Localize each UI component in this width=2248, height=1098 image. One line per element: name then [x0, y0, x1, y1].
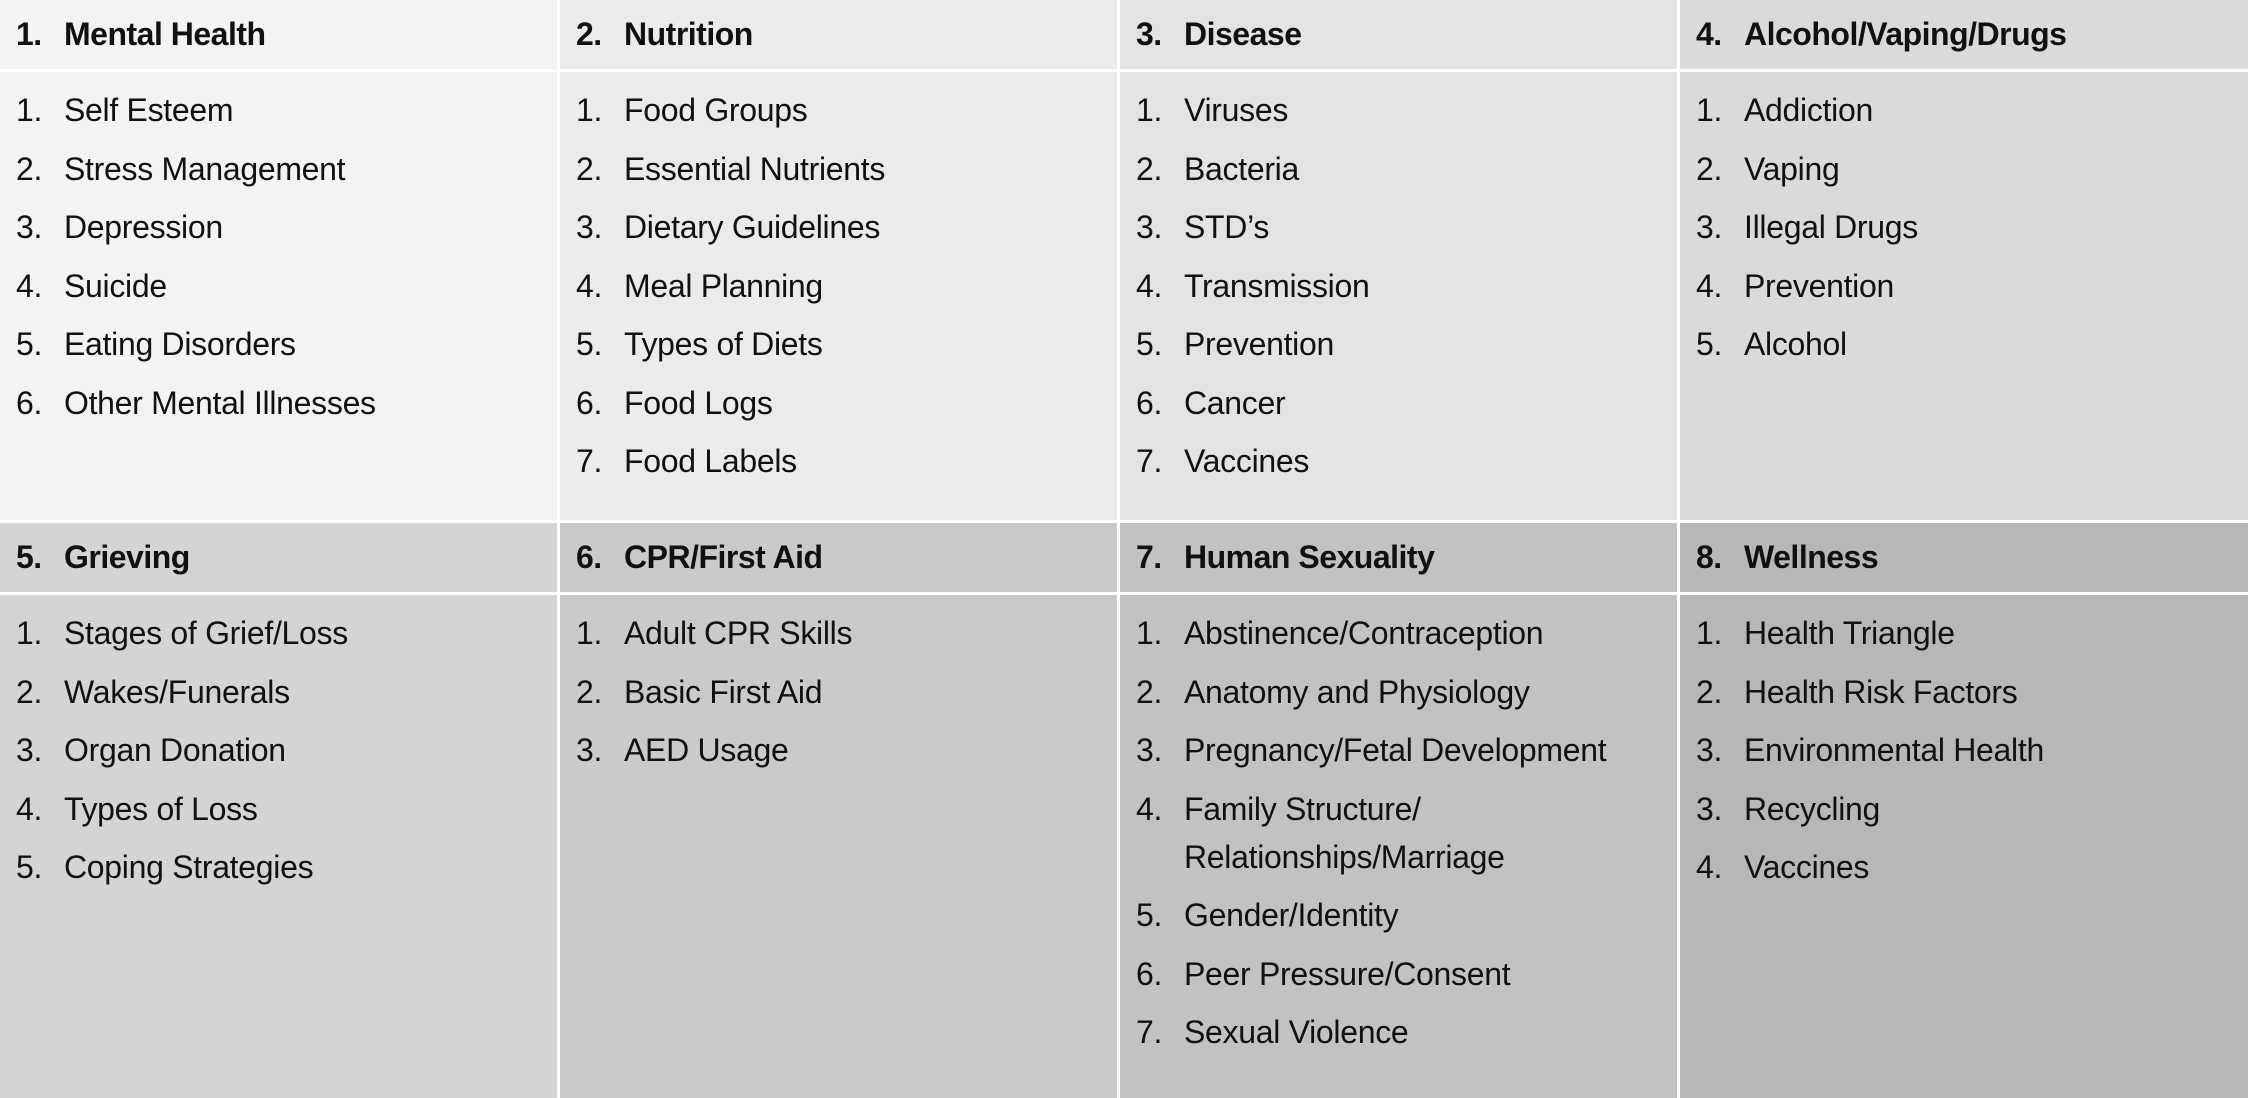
item-text: Food Labels — [624, 443, 797, 479]
list-item — [560, 86, 1117, 134]
list-item — [0, 145, 557, 193]
card-wellness — [1680, 523, 2248, 1098]
card-number: 2. — [576, 16, 602, 52]
item-text: Prevention — [1744, 267, 1894, 304]
list-item — [1120, 320, 1677, 368]
item-text: Self Esteem — [64, 92, 234, 128]
list-item — [560, 145, 1117, 193]
item-number: 2. — [1136, 150, 1163, 187]
card-header — [1120, 523, 1677, 595]
item-number: 3. — [1696, 790, 1723, 827]
item-number: 1. — [16, 92, 43, 128]
topic-list — [1120, 595, 1677, 1056]
item-text: Vaping — [1744, 150, 1840, 187]
item-text: Eating Disorders — [64, 326, 296, 362]
item-text: Suicide — [64, 267, 167, 304]
item-text: Other Mental Illnesses — [64, 384, 376, 421]
list-item — [1680, 785, 2248, 833]
item-text: Alcohol — [1744, 326, 1847, 362]
card-number: 4. — [1696, 16, 1722, 52]
item-number: 6. — [1136, 955, 1163, 992]
item-number: 5. — [16, 849, 43, 885]
card-header — [560, 523, 1117, 595]
list-item — [560, 262, 1117, 310]
list-item — [1680, 203, 2248, 251]
item-number: 4. — [576, 267, 603, 304]
item-text: Food Groups — [624, 92, 808, 128]
card-title: Grieving — [64, 539, 190, 575]
card-mental-health — [0, 0, 560, 523]
list-item — [1120, 891, 1677, 939]
item-text: Coping Strategies — [64, 849, 314, 885]
card-number: 8. — [1696, 539, 1722, 575]
list-item — [1120, 785, 1677, 881]
item-text: Illegal Drugs — [1744, 209, 1918, 245]
card-header — [1680, 523, 2248, 595]
item-number: 7. — [1136, 443, 1163, 479]
item-text: Anatomy and Physiology — [1184, 673, 1530, 710]
card-disease — [1120, 0, 1680, 523]
item-text: Abstinence/Contraception — [1184, 615, 1544, 651]
item-text: Health Risk Factors — [1744, 673, 2018, 710]
list-item — [0, 668, 557, 716]
item-number: 5. — [576, 326, 603, 362]
item-text: Recycling — [1744, 790, 1881, 827]
item-number: 4. — [16, 790, 43, 827]
list-item — [560, 437, 1117, 485]
list-item — [1120, 609, 1677, 657]
item-number: 5. — [1136, 897, 1163, 933]
item-text: Bacteria — [1184, 150, 1299, 187]
card-header — [560, 0, 1117, 72]
card-number: 1. — [16, 16, 42, 52]
list-item — [560, 726, 1117, 774]
item-number: 3. — [1696, 732, 1723, 768]
item-number: 1. — [1696, 92, 1723, 128]
list-item — [1120, 203, 1677, 251]
item-number: 1. — [576, 92, 603, 128]
item-number: 2. — [576, 150, 603, 187]
list-item — [0, 379, 557, 427]
card-title: Alcohol/Vaping/Drugs — [1744, 16, 2067, 52]
item-number: 4. — [1136, 790, 1163, 827]
item-text: Wakes/Funerals — [64, 673, 290, 710]
list-item — [560, 668, 1117, 716]
item-text: Gender/Identity — [1184, 897, 1399, 933]
item-number: 1. — [16, 615, 43, 651]
item-number: 3. — [1696, 209, 1723, 245]
list-item — [0, 86, 557, 134]
list-item — [0, 262, 557, 310]
list-item — [1120, 379, 1677, 427]
item-number: 2. — [1696, 150, 1723, 187]
list-item — [0, 726, 557, 774]
list-item — [1680, 609, 2248, 657]
item-number: 1. — [1136, 615, 1163, 651]
card-alcohol-vaping-drugs — [1680, 0, 2248, 523]
item-text: Organ Donation — [64, 732, 286, 768]
card-title: Disease — [1184, 16, 1302, 52]
item-number: 4. — [16, 267, 43, 304]
item-text: Vaccines — [1184, 443, 1310, 479]
item-text: Health Triangle — [1744, 615, 1955, 651]
item-text: AED Usage — [624, 732, 789, 768]
card-number: 5. — [16, 539, 42, 575]
item-number: 5. — [1136, 326, 1163, 362]
item-text: Stages of Grief/Loss — [64, 615, 348, 651]
list-item — [1680, 726, 2248, 774]
topic-list — [560, 595, 1117, 774]
list-item — [1120, 437, 1677, 485]
card-title: Mental Health — [64, 16, 266, 52]
card-title: CPR/First Aid — [624, 539, 823, 575]
item-text: Viruses — [1184, 92, 1289, 128]
item-number: 1. — [1696, 615, 1723, 651]
card-header — [0, 523, 557, 595]
card-header — [1680, 0, 2248, 72]
list-item — [0, 785, 557, 833]
list-item — [1120, 145, 1677, 193]
item-text: Transmission — [1184, 267, 1370, 304]
item-number: 3. — [576, 732, 603, 768]
topic-list — [1680, 72, 2248, 368]
item-number: 4. — [1696, 267, 1723, 304]
list-item — [560, 320, 1117, 368]
list-item — [1680, 843, 2248, 891]
list-item — [1680, 668, 2248, 716]
item-number: 5. — [16, 326, 43, 362]
list-item — [560, 609, 1117, 657]
card-title: Nutrition — [624, 16, 753, 52]
item-number: 2. — [16, 150, 43, 187]
card-cpr-first-aid — [560, 523, 1120, 1098]
item-text: Environmental Health — [1744, 732, 2044, 768]
item-text: Types of Diets — [624, 326, 823, 362]
item-text: Food Logs — [624, 384, 773, 421]
list-item — [1120, 86, 1677, 134]
item-text: Essential Nutrients — [624, 150, 886, 187]
item-text: STD’s — [1184, 209, 1270, 245]
item-number: 1. — [1136, 92, 1163, 128]
list-item — [0, 609, 557, 657]
list-item — [1120, 262, 1677, 310]
card-header — [1120, 0, 1677, 72]
card-number: 7. — [1136, 539, 1162, 575]
list-item — [0, 843, 557, 891]
item-number: 7. — [576, 443, 603, 479]
card-number: 6. — [576, 539, 602, 575]
list-item — [1680, 262, 2248, 310]
item-text: Cancer — [1184, 384, 1286, 421]
topic-list — [1120, 72, 1677, 485]
item-number: 5. — [1696, 326, 1723, 362]
card-header — [0, 0, 557, 72]
card-human-sexuality — [1120, 523, 1680, 1098]
list-item — [1120, 726, 1677, 774]
list-item — [0, 203, 557, 251]
item-text: Peer Pressure/Consent — [1184, 955, 1511, 992]
list-item — [560, 203, 1117, 251]
list-item — [1120, 1008, 1677, 1056]
list-item — [560, 379, 1117, 427]
item-number: 6. — [16, 384, 43, 421]
item-number: 2. — [1136, 673, 1163, 710]
card-title: Wellness — [1744, 539, 1879, 575]
item-text: Family Structure/ Relationships/Marriage — [1184, 790, 1505, 875]
item-number: 2. — [16, 673, 43, 710]
list-item — [0, 320, 557, 368]
item-number: 2. — [1696, 673, 1723, 710]
item-number: 3. — [16, 209, 43, 245]
item-text: Basic First Aid — [624, 673, 823, 710]
item-text: Vaccines — [1744, 849, 1870, 885]
item-number: 6. — [1136, 384, 1163, 421]
item-number: 3. — [1136, 209, 1163, 245]
item-number: 4. — [1696, 849, 1723, 885]
item-number: 4. — [1136, 267, 1163, 304]
card-number: 3. — [1136, 16, 1162, 52]
list-item — [1120, 950, 1677, 998]
item-text: Adult CPR Skills — [624, 615, 853, 651]
card-title: Human Sexuality — [1184, 539, 1435, 575]
topic-list — [1680, 595, 2248, 891]
item-number: 3. — [16, 732, 43, 768]
item-text: Meal Planning — [624, 267, 823, 304]
card-grieving — [0, 523, 560, 1098]
item-number: 6. — [576, 384, 603, 421]
item-text: Prevention — [1184, 326, 1334, 362]
item-number: 1. — [576, 615, 603, 651]
item-number: 3. — [576, 209, 603, 245]
topic-list — [0, 72, 557, 427]
card-nutrition — [560, 0, 1120, 523]
item-text: Sexual Violence — [1184, 1014, 1409, 1050]
item-text: Dietary Guidelines — [624, 209, 881, 245]
topic-list — [0, 595, 557, 891]
list-item — [1680, 320, 2248, 368]
item-number: 7. — [1136, 1014, 1163, 1050]
item-text: Stress Management — [64, 150, 346, 187]
item-number: 2. — [576, 673, 603, 710]
list-item — [1120, 668, 1677, 716]
item-text: Pregnancy/Fetal Development — [1184, 732, 1607, 768]
list-item — [1680, 86, 2248, 134]
item-text: Types of Loss — [64, 790, 258, 827]
topic-list — [560, 72, 1117, 485]
item-text: Addiction — [1744, 92, 1873, 128]
list-item — [1680, 145, 2248, 193]
item-number: 3. — [1136, 732, 1163, 768]
item-text: Depression — [64, 209, 223, 245]
